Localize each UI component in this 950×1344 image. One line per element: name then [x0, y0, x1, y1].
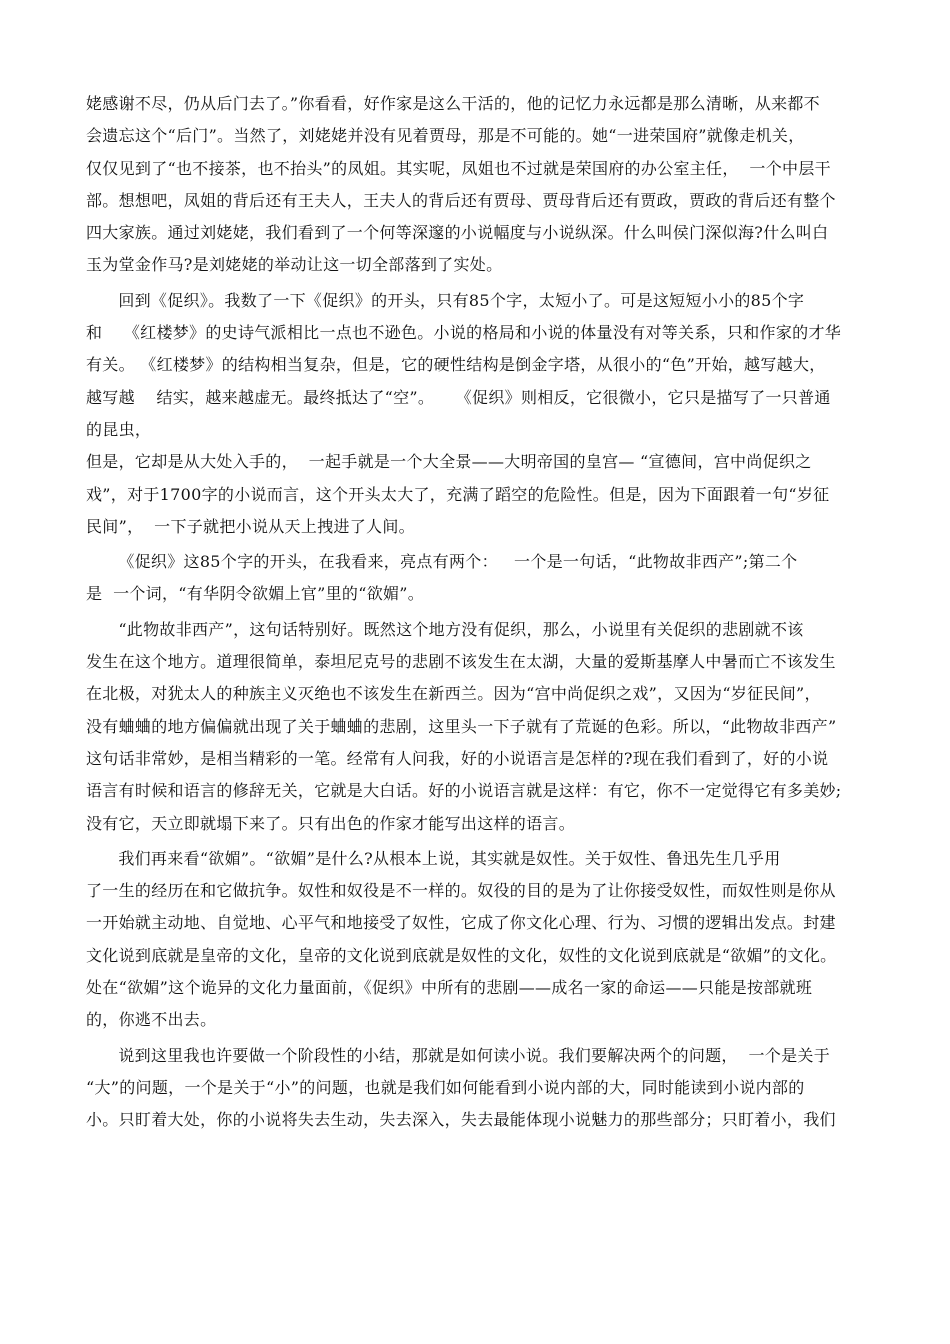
text-line: 姥感谢不尽，仍从后门去了。”你看看，好作家是这么干活的，他的记忆力永远都是那么清晰，从来都不	[86, 94, 820, 113]
text-line: 越写越 结实，越来越虚无。最终抵达了“空”。 《促织》则相反，它很微小，它只是描写了一只普通	[86, 387, 831, 407]
text-line: 部。想想吧，凤姐的背后还有王夫人，王夫人的背后还有贾母、贾母背后还有贾政，贾政的背后还有整个	[86, 190, 836, 210]
text-line: 会遗忘这个“后门”。当然了，刘姥姥并没有见着贾母，那是不可能的。她“一进荣国府”就像走机关，	[86, 126, 805, 146]
text-line: “此物故非西产”，这句话特别好。既然这个地方没有促织，那么，小说里有关促织的悲剧就不该	[86, 619, 804, 639]
text-line: 发生在这个地方。道理很简单，泰坦尼克号的悲剧不该发生在太湖，大量的爱斯基摩人中暑而亡不该发生	[86, 652, 836, 672]
text-line: 这句话非常妙，是相当精彩的一笔。经常有人问我，好的小说语言是怎样的?现在我们看到了，好的小说	[86, 748, 829, 768]
text-line: 是 一个词，“有华阴令欲媚上官”里的“欲媚”。	[86, 584, 425, 604]
text-line: 回到《促织》。我数了一下《促织》的开头，只有85个字，太短小了。可是这短短小小的85个字	[86, 290, 805, 310]
text-line: 戏”，对于1700字的小说而言，这个开头太大了，充满了蹈空的危险性。但是，因为下面跟着一句“岁征	[86, 484, 830, 504]
text-line: 没有蛐蛐的地方偏偏就出现了关于蛐蛐的悲剧，这里头一下子就有了荒诞的色彩。所以，“此物故非西产”	[86, 716, 837, 736]
text-line: 没有它，天立即就塌下来了。只有出色的作家才能写出这样的语言。	[86, 813, 576, 833]
text-line: 我们再来看“欲媚”。“欲媚”是什么?从根本上说，其实就是奴性。关于奴性、鲁迅先生几乎用	[86, 848, 781, 868]
text-line: 一开始就主动地、自觉地、心平气和地接受了奴性，它成了你文化心理、行为、习惯的逻辑出发点。封建	[86, 913, 836, 933]
text-line: 语言有时候和语言的修辞无关，它就是大白话。好的小说语言就是这样：有它，你不一定觉得它有多美妙;	[86, 781, 842, 801]
text-line: 有关。 《红楼梦》的结构相当复杂，但是，它的硬性结构是倒金字塔，从很小的“色”开始，越写越大，	[86, 355, 826, 375]
text-line: 但是，它却是从大处入手的， 一起手就是一个大全景——大明帝国的皇宫— “宣德间，宫中尚促织之	[86, 452, 812, 472]
text-line: 四大家族。通过刘姥姥，我们看到了一个何等深邃的小说幅度与小说纵深。什么叫侯门深似海?什么叫白	[86, 223, 829, 243]
body-text	[86, 88, 876, 1137]
text-line: 文化说到底就是皇帝的文化，皇帝的文化说到底就是奴性的文化，奴性的文化说到底就是“欲媚”的文化。	[86, 945, 837, 965]
text-line: 《促织》这85个字的开头，在我看来，亮点有两个： 一个是一句话，“此物故非西产”;第二个	[86, 552, 798, 572]
text-line: “大”的问题，一个是关于“小”的问题，也就是我们如何能看到小说内部的大，同时能读到小说内部的	[86, 1077, 805, 1097]
text-line: 玉为堂金作马?是刘姥姥的举动让这一切全部落到了实处。	[86, 255, 503, 275]
text-line: 仅仅见到了“也不接茶，也不抬头”的凤姐。其实呢，凤姐也不过就是荣国府的办公室主任， 一个中层干	[86, 158, 831, 178]
text-line: 民间”， 一下子就把小说从天上拽进了人间。	[86, 516, 415, 536]
text-line: 处在“欲媚”这个诡异的文化力量面前，《促织》中所有的悲剧——成名一家的命运——只能是按部就班	[86, 978, 813, 998]
text-line: 和 《红楼梦》的史诗气派相比一点也不逊色。小说的格局和小说的体量没有对等关系，只和作家的才华	[86, 323, 842, 343]
text-line: 说到这里我也许要做一个阶段性的小结，那就是如何读小说。我们要解决两个的问题， 一个是关于	[86, 1045, 830, 1065]
text-line: 的昆虫，	[86, 419, 152, 439]
text-line: 小。只盯着大处，你的小说将失去生动，失去深入，失去最能体现小说魅力的那些部分；只盯着小，我们	[86, 1110, 836, 1130]
text-line: 了一生的经历在和它做抗争。奴性和奴役是不一样的。奴役的目的是为了让你接受奴性，而奴性则是你从	[86, 881, 836, 901]
text-line: 的，你逃不出去。	[86, 1010, 217, 1030]
text-line: 在北极，对犹太人的种族主义灭绝也不该发生在新西兰。因为“宫中尚促织之戏”，又因为“岁征民间”，	[86, 684, 821, 704]
